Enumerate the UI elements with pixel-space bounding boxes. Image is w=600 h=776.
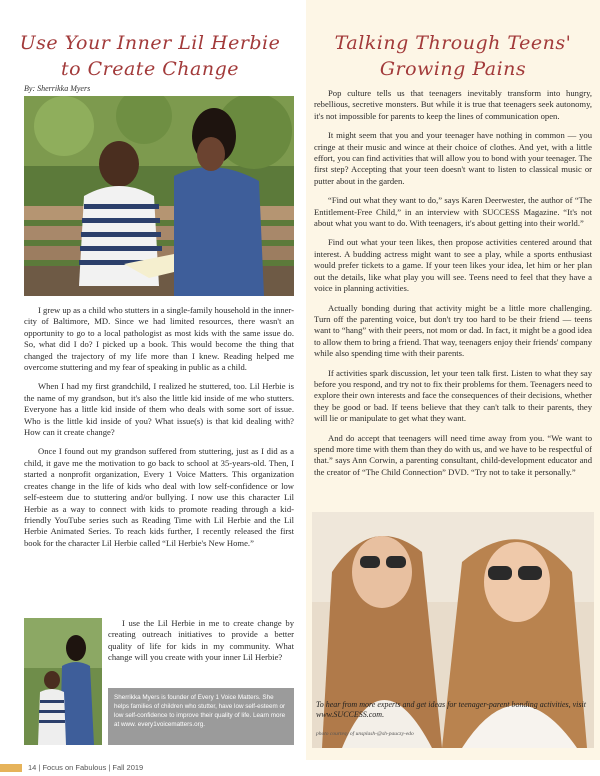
left-article-body (24, 305, 294, 557)
footer-accent-bar (0, 764, 22, 772)
right-paragraph: And do accept that teenagers will need time away from you. “We want to spend more time with them than they do with us, and we have to be respectful of that.” says Ann Corwin, a parenting consultant, child-development educator and the creator of “The Child Connection” DVD. “Try not to take it personally.” (314, 432, 592, 477)
left-title-line-2: to Create Change (61, 58, 239, 80)
right-paragraph: Actually bonding during that activity might be a little more challenging. Turn off the parenting voice, but don't try too hard to be their friend — teens want to “hang” with their peers, not mom or dad. In fact, it might be a good idea to allow them to bring a friend. That way, teenagers enjoy their friends' company while also spending time with their parents. (314, 302, 592, 359)
right-paragraph: If activities spark discussion, let your teen talk first. Listen to what they say before you respond, and try not to fix their problems for them. Teenagers need to explore their own interests and face the consequences of their decisions, whether they be good or bad. If teens believe that they can't talk to their parents, they will lie or manipulate to get what they want. (314, 367, 592, 424)
teens-photo-caption: To hear from more experts and get ideas for teenager-parent bonding activities, visit www.SUCCESS.com. (316, 700, 586, 719)
right-article (306, 0, 600, 760)
right-paragraph: “Find out what they want to do,” says Karen Deerwester, the author of “The Entitlement-Free Child,” in an interview with SUCCESS Magazine. “It's not about what you want to do. With teenagers, it's about getting into their world.” (314, 195, 592, 229)
left-title-line-1: Use Your Inner Lil Herbie (19, 32, 281, 54)
right-article-title (310, 30, 596, 82)
right-paragraph: Find out what your teen likes, then propose activities centered around that interest. A budding actress might want to see a play, while a sports enthusiast would prefer tickets to a game. If your teen likes your idea, let him or her plan out the details, like what play you will see. Teens need to feel that they have a voice in planning activities. (314, 237, 592, 294)
right-title-line-2: Growing Pains (379, 58, 527, 80)
footer-text: 14 | Focus on Fabulous | Fall 2019 (28, 763, 144, 772)
left-closing (108, 618, 294, 672)
left-closing-paragraph: I use the Lil Herbie in me to create change by creating outreach initiatives to provide a better quality of life for kids in my community. What change will you create with your inner Lil Herbie? (108, 618, 294, 663)
author-bio-box: Sherrikka Myers is founder of Every 1 Voice Matters. She helps families of children who stutter, have low self-esteem or low self-confidence to improve their quality of life. Learn more at www. every1voicematters.org. (108, 688, 294, 745)
right-title-line-1: Talking Through Teens' (334, 32, 572, 54)
author-photo (24, 618, 102, 745)
left-article-title (10, 30, 290, 82)
left-paragraph: When I had my first grandchild, I realized he stuttered, too. Lil Herbie is the name of my grandson, but it's also the little kid inside of me who stutters. Everyone has a little kid inside of them who deals with some sort of issue. Who is the little kid inside of you? What issue(s) is that kid dealing with? How can it create change? (24, 381, 294, 438)
right-paragraph: It might seem that you and your teenager have nothing in common — you cringe at their music and wince at their choice of clothes. And yet, with a little effort, you can find activities that will allow you to bond with your teenager. The first step? Accepting that your teen doesn't want to listen to classical music or putter about in the garden. (314, 130, 592, 186)
photo-credit: photo courtesy of unsplash-@sh-pauczy-edo (316, 731, 414, 737)
right-paragraph: Pop culture tells us that teenagers inevitably transform into hungry, rebellious, secretive monsters. But while it is true that teenagers seek autonomy, it's not impossible for parents to keep the lines of communication open. (314, 88, 592, 121)
left-paragraph: Once I found out my grandson suffered from stuttering, just as I did as a child, it gave me the motivation to go back to school at 35-years-old. Then, I started a nonprofit organization, Every 1 Voice Matters. This organization creates change in the life of kids who deal with low self-confidence or low self-esteem due to stuttering and/or bullying. I now use this character Lil Herbie as a way to connect with kids to promote reading through a kid-friendly YouTube series such as Reading Time with Lil Herbie and the Lil Herbie Animated Series. To reach kids further, I recently released the first book for the character Lil Herbie called “Lil Herbie's New Home.” (24, 446, 294, 548)
left-article (0, 0, 300, 760)
right-article-body (314, 88, 592, 486)
reading-photo (24, 96, 294, 296)
byline: By: Sherrikka Myers (24, 84, 91, 93)
left-paragraph: I grew up as a child who stutters in a single-family household in the inner-city of Baltimore, MD. Since we had limited resources, there wasn't an opportunity to go to a local pathologist as most kids with the same issue do. So, what did I do? I picked up a book. This would become the thing that changed the trajectory of my life more than I knew. Reading helped me overcome stuttering and my fear of speaking in public as a child. (24, 305, 294, 373)
